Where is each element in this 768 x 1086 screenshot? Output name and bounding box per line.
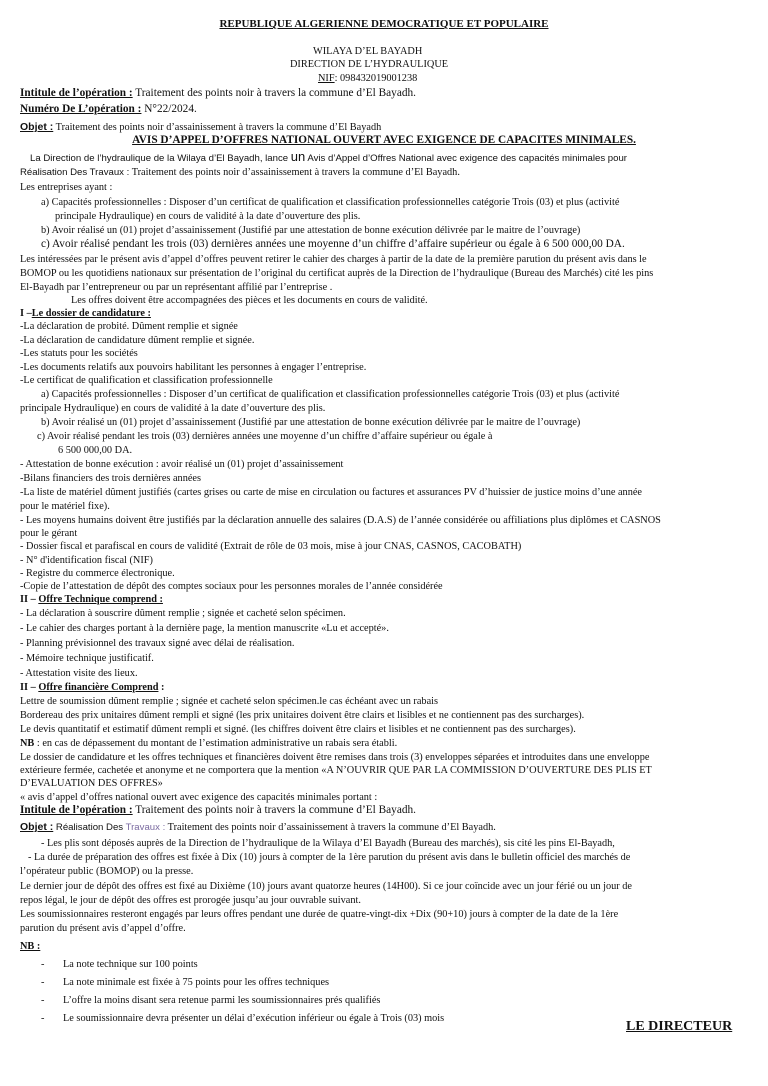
- section-1-line: -Le certificat de qualification et classification professionnelle: [20, 375, 273, 386]
- numero-line: [20, 103, 197, 116]
- section-3-line: Lettre de soumission dûment remplie ; signée et cacheté selon spécimen.le cas échéant avec un rabais: [20, 696, 439, 707]
- section-1-label: Le dossier de candidature :: [31, 308, 151, 319]
- intitule-label: Intitule de l’opération :: [20, 87, 133, 99]
- objet-value: Traitement des points noir d’assainissement à travers la commune d’El Bayadh: [53, 122, 382, 133]
- nb-item: La note technique sur 100 points: [63, 959, 198, 970]
- realisation-text: Traitement des points noir d’assainissement à travers la commune d’El Bayadh.: [129, 167, 460, 178]
- intro-para-1: Les intéressées par le présent avis d’appel d’offres peuvent retirer le cahier des charges à partir de la date de la première parution du présent avis dans le: [20, 254, 647, 265]
- section-1-line: -Les documents relatifs aux pouvoirs habilitant les personnes à engager l’entreprise.: [20, 362, 367, 373]
- criteria-b: b) Avoir réalisé un (01) projet d’assainissement (Justifié par une attestation de bonne exécution délivrée par le maitre de l’ouvrage): [41, 225, 581, 236]
- nb-heading: NB :: [20, 941, 41, 952]
- criteria-a-2: principale Hydraulique) en cours de validité à la date d’ouverture des plis.: [55, 211, 361, 222]
- nif-line: [318, 72, 417, 85]
- section-1-doc-line: - Dossier fiscal et parafiscal en cours de validité (Extrait de rôle de 03 mois, mise à jour CNAS, CASNOS, CACOBATH): [20, 541, 522, 552]
- closing-line: Le dernier jour de dépôt des offres est fixé au Dixième (10) jours avant quatorze heures (14H00). Si ce jour coïncide avec un jour férié ou un jour de: [20, 881, 632, 892]
- nb-bullet: -: [41, 977, 45, 988]
- closing-line: parution du présent avis d’appel d’offre.: [20, 923, 186, 934]
- nb-item: Le soumissionnaire devra présenter un délai d’exécution inférieur ou égale à Trois (03) mois: [63, 1013, 445, 1024]
- section-2-label: Offre Technique comprend :: [38, 594, 163, 605]
- intro-line-1: [30, 150, 627, 165]
- closing-objet: [20, 821, 496, 834]
- section-3-line: Bordereau des prix unitaires dûment rempli et signé (les prix unitaires doivent être clairs et lisibles et ne contiennent pas des surcharges).: [20, 710, 585, 721]
- closing-line: Les soumissionnaires resteront engagés par leurs offres pendant une durée de quatre-vingt-dix +Dix (90+10) jours à compter de la date de la 1ère: [20, 909, 619, 920]
- section-1-line: -La déclaration de probité. Dûment remplie et signée: [20, 321, 238, 332]
- section-1-doc-line: pour le matériel fixe).: [20, 501, 110, 512]
- closing-objet-travaux: Travaux :: [125, 822, 166, 833]
- avis-title: AVIS D’APPEL D’OFFRES NATIONAL OUVERT AVEC EXIGENCE DE CAPACITES MINIMALES.: [132, 134, 636, 146]
- section-1-line: -Les statuts pour les sociétés: [20, 348, 138, 359]
- closing-objet-value: Traitement des points noir d’assainissement à travers la commune d’El Bayadh.: [165, 822, 496, 833]
- section-1-doc-line: pour le gérant: [20, 528, 78, 539]
- republic-heading: REPUBLIQUE ALGERIENNE DEMOCRATIQUE ET POPULAIRE: [219, 18, 549, 30]
- section-2-line: - Planning prévisionnel des travaux signé avec délai de réalisation.: [20, 638, 295, 649]
- nb-item: La note minimale est fixée à 75 points pour les offres techniques: [63, 977, 330, 988]
- section-2-line: - La déclaration à souscrire dûment remplie ; signée et cacheté selon spécimen.: [20, 608, 346, 619]
- section-1-doc-line: -Copie de l’attestation de dépôt des comptes sociaux pour les personnes morales de l’année considérée: [20, 581, 443, 592]
- section-3-nb-label: NB: [20, 738, 35, 749]
- intro-line-2: [20, 166, 460, 179]
- numero-value: N°22/2024.: [141, 103, 197, 115]
- nif-label: NIF: [318, 73, 335, 84]
- criteria-a-1: a) Capacités professionnelles : Disposer d’un certificat de qualification et classification professionnelles catégorie Trois (03) et plus (activité: [41, 197, 620, 208]
- section-1-criteria-c-1: c) Avoir réalisé pendant les trois (03) dernières années une moyenne d’un chiffre d’affaire supérieur ou égale à: [37, 431, 493, 442]
- nb-bullet: -: [41, 995, 45, 1006]
- intro-para-2: BOMOP ou les quotidiens nationaux sur présentation de l’original du certificat auprès de la Direction de l’hydraulique (Bureau des Marchés) cité les pins: [20, 268, 654, 279]
- closing-objet-label: Objet :: [20, 821, 54, 833]
- closing-intitule-label: Intitule de l’opération :: [20, 804, 133, 816]
- section-2-title: [20, 593, 163, 606]
- criteria-c: c) Avoir réalisé pendant les trois (03) dernières années une moyenne d’un chiffre d’affaire supérieur ou égale à 6 500 000,00 DA.: [41, 238, 625, 250]
- objet-line: [20, 121, 381, 134]
- nb-bullet: -: [41, 959, 45, 970]
- section-3-line: Le devis quantitatif et estimatif dûment rempli et signé. (les chiffres doivent être clairs et lisibles et ne contiennent pas des surcharges).: [20, 724, 576, 735]
- section-1-prefix: I –: [20, 308, 32, 319]
- section-3-para: D’EVALUATION DES OFFRES»: [20, 778, 163, 789]
- intitule-line: [20, 87, 416, 100]
- section-3-nb: [20, 737, 397, 750]
- intro-text-b: Avis d’Appel d’Offres National avec exigence des capacités minimales pour: [305, 153, 627, 164]
- section-1-criteria-b: b) Avoir réalisé un (01) projet d’assainissement (Justifié par une attestation de bonne exécution délivrée par le maitre de l’ouvrage): [41, 417, 581, 428]
- direction-heading: DIRECTION DE L’HYDRAULIQUE: [290, 59, 449, 70]
- section-3-suffix: :: [158, 682, 165, 693]
- section-3-para: extérieure fermée, cachetée et anonyme et ne comportera que la mention «A N’OUVRIR QUE PAR LA COMMISSION D’OUVERTURE DES PLIS ET: [20, 765, 652, 776]
- section-2-line: - Le cahier des charges portant à la dernière page, la mention manuscrite «Lu et accepté».: [20, 623, 389, 634]
- closing-line: repos légal, le jour de dépôt des offres est prorogée jusqu’au jour ouvrable suivant.: [20, 895, 361, 906]
- intitule-value: Traitement des points noir à travers la commune d’El Bayadh.: [132, 87, 416, 99]
- closing-line: - Les plis sont déposés auprès de la Direction de l’hydraulique de la Wilaya d’El Bayadh (Bureau des marchés), sis cité les pins El-Bayadh,: [41, 838, 615, 849]
- entreprises-line: Les entreprises ayant :: [20, 182, 113, 193]
- wilaya-heading: WILAYA D’EL BAYADH: [313, 46, 423, 57]
- section-2-line: - Mémoire technique justificatif.: [20, 653, 154, 664]
- closing-intitule: [20, 804, 416, 817]
- nb-item: L’offre la moins disant sera retenue parmi les soumissionnaires prés qualifiés: [63, 995, 381, 1006]
- objet-label: Objet :: [20, 121, 54, 133]
- numero-label: Numéro De L’opération :: [20, 103, 142, 115]
- section-1-doc-line: - N° d'identification fiscal (NIF): [20, 555, 153, 566]
- section-1-doc-line: - Registre du commerce électronique.: [20, 568, 175, 579]
- nif-value: : 098432019001238: [334, 73, 418, 84]
- closing-intitule-value: Traitement des points noir à travers la commune d’El Bayadh.: [132, 804, 416, 816]
- nb-bullet: -: [41, 1013, 45, 1024]
- section-1-title: [20, 307, 151, 320]
- intro-un: un: [290, 149, 306, 164]
- section-1-criteria-a-1: a) Capacités professionnelles : Disposer d’un certificat de qualification et classification professionnelles catégorie Trois (03) et plus (activité: [41, 389, 620, 400]
- intro-para-4: Les offres doivent être accompagnées des pièces et les documents en cours de validité.: [71, 295, 428, 306]
- intro-text-a: La Direction de l’hydraulique de la Wilaya d’El Bayadh, lance: [30, 153, 291, 164]
- section-1-doc-line: - Attestation de bonne exécution : avoir réalisé un (01) projet d’assainissement: [20, 459, 344, 470]
- section-1-doc-line: -La liste de matériel dûment justifiés (cartes grises ou carte de mise en circulation ou factures et assurances PV d’huissier de justice moins d’une année: [20, 487, 642, 498]
- section-2-prefix: II –: [20, 594, 39, 605]
- closing-line: - La durée de préparation des offres est fixée à Dix (10) jours à compter de la 1ère parution du présent avis dans le bulletin officiel des marchés de: [28, 852, 631, 863]
- intro-para-3: El-Bayadh par l’entrepreneur ou par un représentant affilié par l’entreprise .: [20, 282, 333, 293]
- section-1-line: -La déclaration de candidature dûment remplie et signée.: [20, 335, 255, 346]
- section-1-doc-line: - Les moyens humains doivent être justifiés par la déclaration annuelle des salaires (D.A.S) de l’année considérée ou affiliations plus diplômes et CASNOS: [20, 515, 661, 526]
- section-3-title: [20, 681, 164, 694]
- closing-line: l’opérateur public (BOMOP) ou la presse.: [20, 866, 194, 877]
- closing-objet-realisation: Réalisation Des: [53, 822, 126, 833]
- section-3-nb-text: : en cas de dépassement du montant de l’estimation administrative un rabais sera établi.: [34, 738, 398, 749]
- section-1-criteria-a-2: principale Hydraulique) en cours de validité à la date d’ouverture des plis.: [20, 403, 326, 414]
- section-1-criteria-c-2: 6 500 000,00 DA.: [58, 445, 133, 456]
- section-1-doc-line: -Bilans financiers des trois dernières années: [20, 473, 201, 484]
- section-3-prefix: II –: [20, 682, 39, 693]
- section-3-label: Offre financière Comprend: [38, 682, 159, 693]
- realisation-label: Réalisation Des Travaux :: [20, 167, 130, 178]
- signature-title: LE DIRECTEUR: [626, 1019, 733, 1034]
- section-3-para: Le dossier de candidature et les offres techniques et financières doivent être remises dans trois (3) enveloppes séparées et introduites dans une enveloppe: [20, 752, 650, 763]
- section-3-para: « avis d’appel d’offres national ouvert avec exigence des capacités minimales portant :: [20, 792, 378, 803]
- section-2-line: - Attestation visite des lieux.: [20, 668, 138, 679]
